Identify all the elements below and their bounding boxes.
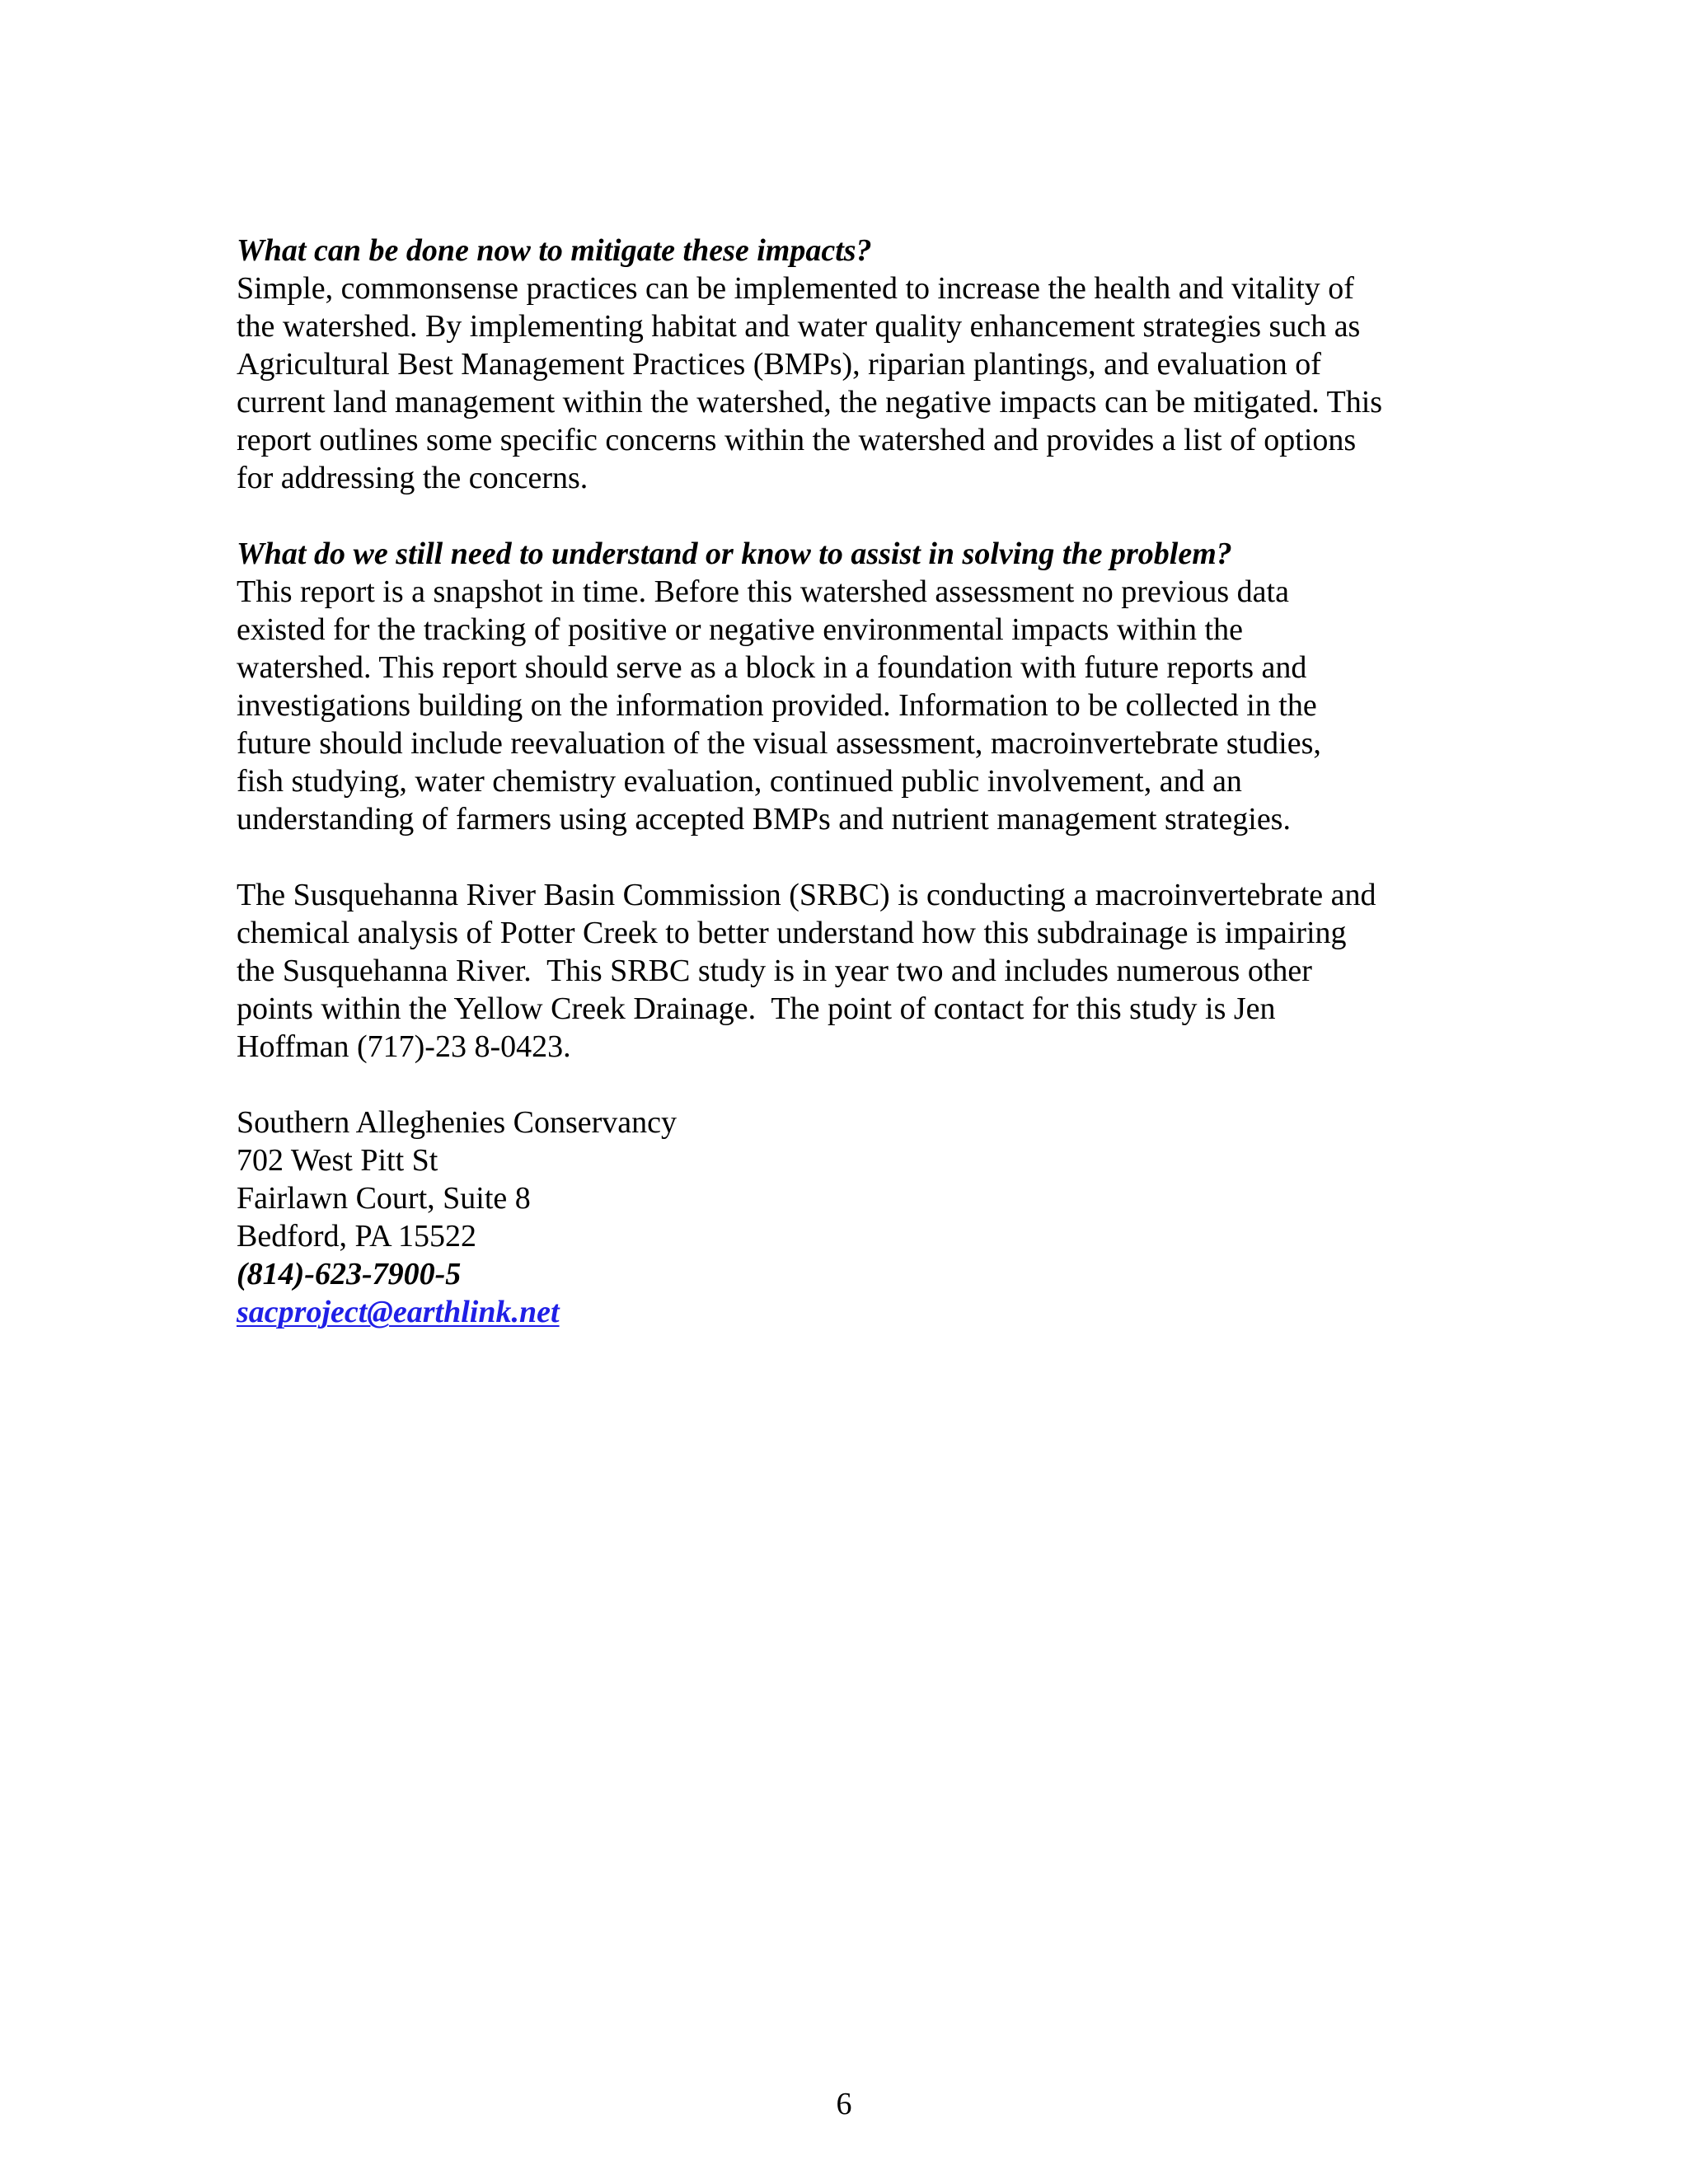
paragraph-line: understanding of farmers using accepted BMPs and nutrient management strategies. bbox=[237, 802, 1291, 837]
contact-email-link[interactable]: sacproject@earthlink.net bbox=[237, 1295, 560, 1329]
page-number: 6 bbox=[836, 2087, 852, 2121]
paragraph-line: report outlines some specific concerns within the watershed and provides a list of options bbox=[237, 423, 1357, 457]
contact-organization: Southern Alleghenies Conservancy bbox=[237, 1105, 678, 1140]
paragraph-line: investigations building on the information provided. Information to be collected in the bbox=[237, 688, 1317, 723]
section-srbc-study bbox=[237, 876, 1473, 1066]
section-understanding bbox=[237, 535, 1473, 838]
section-heading-mitigation: What can be done now to mitigate these impacts? bbox=[237, 233, 872, 268]
paragraph-line: chemical analysis of Potter Creek to better understand how this subdrainage is impairing bbox=[237, 916, 1347, 950]
paragraph-gap bbox=[237, 497, 1473, 535]
paragraph-line: This report is a snapshot in time. Before this watershed assessment no previous data bbox=[237, 574, 1289, 609]
section-heading-understanding: What do we still need to understand or know to assist in solving the problem? bbox=[237, 537, 1232, 571]
document-body bbox=[237, 232, 1473, 1331]
paragraph-gap bbox=[237, 838, 1473, 876]
paragraph-line: future should include reevaluation of the visual assessment, macroinvertebrate studies, bbox=[237, 726, 1321, 761]
paragraph-line: Simple, commonsense practices can be implemented to increase the health and vitality of bbox=[237, 271, 1354, 306]
paragraph-line: Agricultural Best Management Practices (BMPs), riparian plantings, and evaluation of bbox=[237, 347, 1321, 382]
paragraph-line: points within the Yellow Creek Drainage. The point of contact for this study is Jen bbox=[237, 991, 1276, 1026]
paragraph-line: current land management within the watershed, the negative impacts can be mitigated. This bbox=[237, 385, 1383, 419]
paragraph-line: existed for the tracking of positive or negative environmental impacts within the bbox=[237, 612, 1243, 647]
contact-phone: (814)-623-7900-5 bbox=[237, 1257, 462, 1291]
paragraph-line: Hoffman (717)-23 8-0423. bbox=[237, 1029, 571, 1064]
contact-block bbox=[237, 1104, 1473, 1331]
paragraph-line: The Susquehanna River Basin Commission (SRBC) is conducting a macroinvertebrate and bbox=[237, 878, 1376, 912]
paragraph-line: watershed. This report should serve as a block in a foundation with future reports and bbox=[237, 650, 1307, 685]
paragraph-line: for addressing the concerns. bbox=[237, 461, 588, 495]
contact-city: Bedford, PA 15522 bbox=[237, 1219, 477, 1254]
paragraph-line: the Susquehanna River. This SRBC study is in year two and includes numerous other bbox=[237, 954, 1312, 988]
section-mitigation bbox=[237, 232, 1473, 497]
paragraph-line: the watershed. By implementing habitat and water quality enhancement strategies such as bbox=[237, 309, 1361, 344]
contact-street: 702 West Pitt St bbox=[237, 1143, 438, 1178]
paragraph-gap bbox=[237, 1066, 1473, 1104]
paragraph-line: fish studying, water chemistry evaluation, continued public involvement, and an bbox=[237, 764, 1242, 799]
contact-suite: Fairlawn Court, Suite 8 bbox=[237, 1181, 531, 1216]
